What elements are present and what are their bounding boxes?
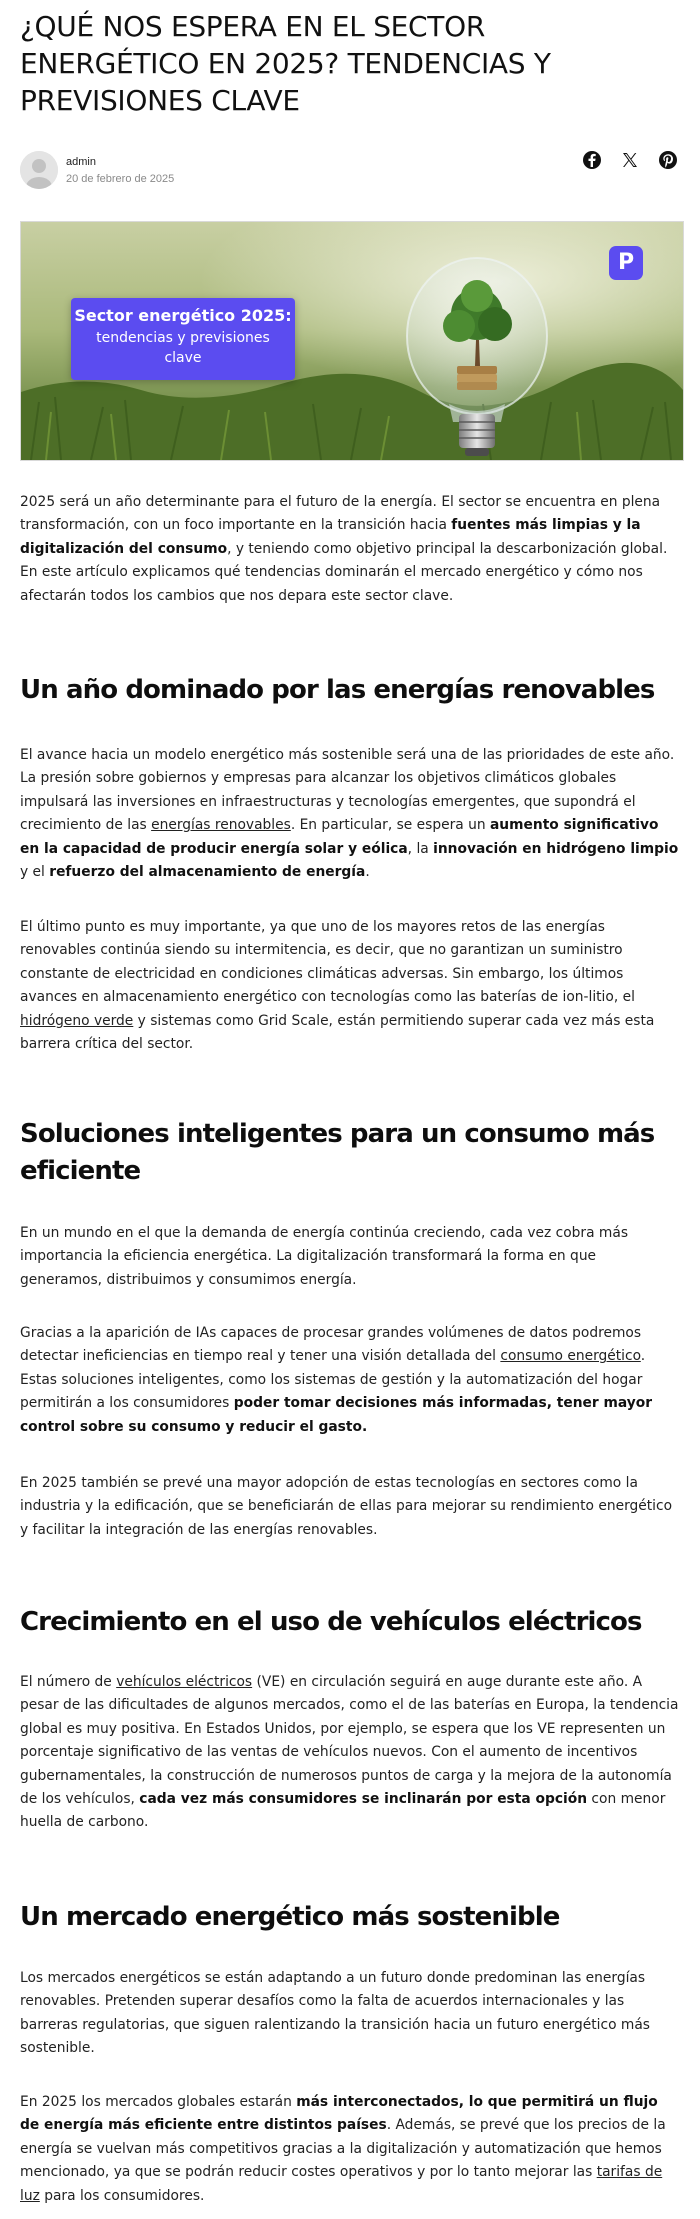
pinterest-share-button[interactable] — [658, 150, 678, 170]
hero-label-subtitle: tendencias y previsiones clave — [96, 330, 270, 366]
heading-sustainable-market: Un mercado energético más sostenible — [20, 1902, 560, 1932]
brand-logo: P — [609, 246, 643, 280]
heading-electric-vehicles: Crecimiento en el uso de vehículos eléctricos — [20, 1607, 642, 1637]
renewables-paragraph-2: El último punto es muy importante, ya que uno de los mayores retos de las energías renovables continúa siendo su intermitencia, es decir, que no garantizan un suministro constante de electricidad en condiciones climáticas adversas. Sin embargo, los últimos avances en almacenamiento energético con tecnologías como las baterías de ion-litio, el hidrógeno verde y sistemas como Grid Scale, están permitiendo superar cada vez más esta barrera crítica del sector. — [20, 919, 655, 1053]
intro-paragraph: 2025 será un año determinante para el futuro de la energía. El sector se encuentra en plena transformación, con un foco importante en la transición hacia fuentes más limpias y la digitalización del consumo, y teniendo como objetivo principal la descarbonización global. En este artículo explicamos qué tendencias dominarán el mercado energético y cómo nos afectarán todos los cambios que nos depara este sector clave. — [20, 494, 668, 604]
market-paragraph-2: En 2025 los mercados globales estarán más interconectados, lo que permitirá un flujo de energía más eficiente entre distintos países. Además, se prevé que los precios de la energía se vuelvan más competitivos gracias a la digitalización y automatización que hemos mencionado, ya que se podrán reducir costes operativos y por lo tanto mejorar las tarifas de luz para los consumidores. — [20, 2094, 666, 2204]
pinterest-icon — [658, 150, 678, 170]
link-consumo-energetico[interactable]: consumo energético — [500, 1348, 641, 1365]
avatar[interactable] — [20, 151, 58, 189]
smart-paragraph-2: Gracias a la aparición de IAs capaces de procesar grandes volúmenes de datos podremos detectar ineficiencias en tiempo real y tener una visión detallada del consumo energético. Estas soluciones inteligentes, como los sistemas de gestión y la automatización del hogar permitirán a los consumidores poder tomar decisiones más informadas, tener mayor control sobre su consumo y reducir el gasto. — [20, 1325, 653, 1435]
hero-label — [71, 298, 295, 380]
x-share-button[interactable] — [620, 150, 640, 170]
hero-label-title: Sector energético 2025: — [74, 306, 292, 325]
heading-renewables: Un año dominado por las energías renovables — [20, 675, 655, 705]
renewables-paragraph-1: El avance hacia un modelo energético más sostenible será una de las prioridades de este año. La presión sobre gobiernos y empresas para alcanzar los objetivos climáticos globales impulsará las inversiones en infraestructuras y tecnologías emergentes, que supondrá el crecimiento de las energías renovables. En particular, se espera un aumento significativo en la capacidad de producir energía solar y eólica, la innovación en hidrógeno limpio y el refuerzo del almacenamiento de energía. — [20, 747, 679, 881]
heading-smart-solutions: Soluciones inteligentes para un consumo más eficiente — [20, 1119, 655, 1186]
market-paragraph-1: Los mercados energéticos se están adaptando a un futuro donde predominan las energías renovables. Pretenden superar desafíos como la falta de acuerdos internacionales y las barreras regulatorias, que siguen ralentizando la transición hacia un futuro energético más sostenible. — [20, 1970, 650, 2057]
facebook-share-button[interactable] — [582, 150, 602, 170]
user-silhouette-icon — [20, 151, 58, 189]
smart-paragraph-3: En 2025 también se prevé una mayor adopción de estas tecnologías en sectores como la industria y la edificación, que se beneficiarán de ellas para mejorar su rendimiento energético y facilitar la integración de las energías renovables. — [20, 1475, 673, 1538]
facebook-icon — [582, 150, 602, 170]
x-icon — [620, 150, 640, 170]
author-meta — [20, 150, 680, 192]
ev-paragraph: El número de vehículos eléctricos (VE) en circulación seguirá en auge durante este año. A pesar de las dificultades de algunos mercados, como el de las baterías en Europa, la tendencia global es muy positiva. En Estados Unidos, por ejemplo, se espera que los VE representen un porcentaje significativo de las ventas de vehículos nuevos. Con el aumento de incentivos gubernamentales, la construcción de numerosos puntos de carga y la mejora de la autonomía de los vehículos, cada vez más consumidores se inclinarán por esta opción con menor huella de carbono. — [20, 1674, 679, 1831]
hero-image — [20, 221, 684, 461]
smart-paragraph-1: En un mundo en el que la demanda de energía continúa creciendo, cada vez cobra más importancia la eficiencia energética. La digitalización transformará la forma en que generamos, distribuimos y consumimos energía. — [20, 1225, 629, 1288]
share-buttons — [582, 150, 678, 170]
author-name[interactable]: admin — [66, 156, 96, 168]
link-vehiculos-electricos[interactable]: vehículos eléctricos — [116, 1674, 253, 1690]
link-energias-renovables[interactable]: energías renovables — [151, 817, 291, 834]
article-title: ¿QUÉ NOS ESPERA EN EL SECTOR ENERGÉTICO EN 2025? TENDENCIAS Y PREVISIONES CLAVE — [20, 10, 551, 117]
link-hidrogeno-verde[interactable]: hidrógeno verde — [20, 1012, 134, 1029]
link-tarifas-de-luz[interactable]: tarifas de luz — [20, 2164, 663, 2204]
post-date: 20 de febrero de 2025 — [66, 173, 175, 185]
